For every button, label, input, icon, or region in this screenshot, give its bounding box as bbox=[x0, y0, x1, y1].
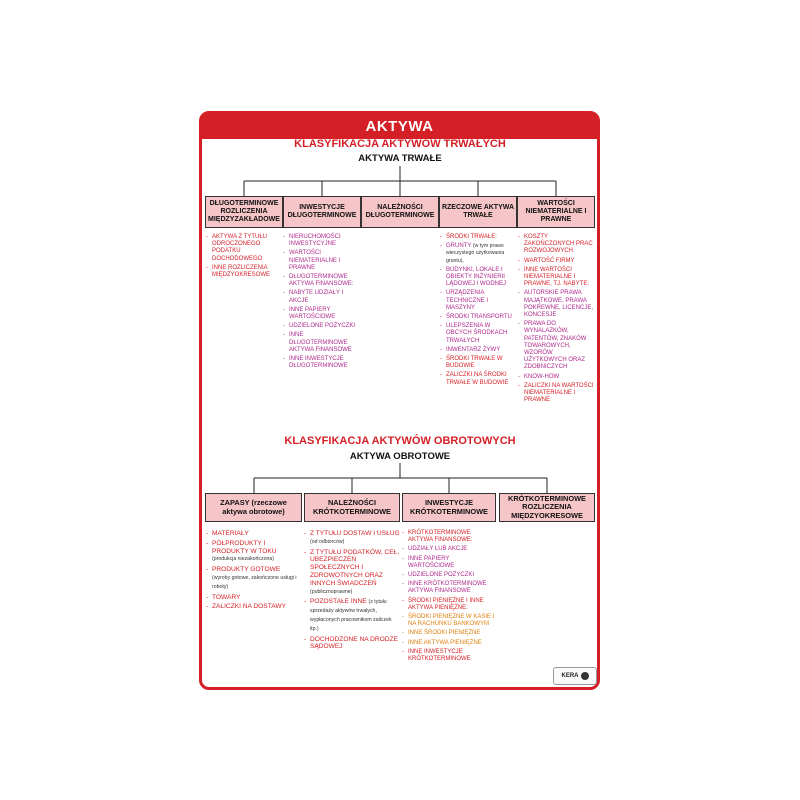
list-item-text: PÓŁPRODUKTY I PRODUKTY W TOKU bbox=[212, 539, 277, 555]
logo-icon bbox=[581, 672, 589, 680]
list-item: - WARTOŚCI NIEMATERIALNE I PRAWNE bbox=[283, 250, 359, 272]
list-item: - INNE KRÓTKOTERMINOWE AKTYWA FINANSOWE bbox=[402, 581, 496, 595]
list-item: - INNE PAPIERY WARTOŚCIOWE bbox=[283, 307, 359, 321]
list-item: - DŁUGOTERMINOWE AKTYWA FINANSOWE: bbox=[283, 274, 359, 288]
category-inventory: ZAPASY (rzeczowe aktywa obrotowe) bbox=[205, 493, 302, 522]
list-inventory bbox=[206, 530, 300, 613]
list-item bbox=[206, 540, 300, 564]
list-item: - INNE ŚRODKI PIENIĘŻNE bbox=[402, 630, 496, 637]
list-item: - URZĄDZENIA TECHNICZNE I MASZYNY bbox=[440, 290, 516, 312]
category-short-term-receivables: NALEŻNOŚCI KRÓTKOTERMINOWE bbox=[304, 493, 400, 522]
list-item-note: (w tym prawo wieczystego użytkowania gruntu), bbox=[446, 243, 505, 264]
publisher-logo bbox=[553, 667, 597, 685]
list-item-note: (od odbiorców) bbox=[310, 538, 345, 545]
list-tangible-fixed-assets bbox=[440, 234, 516, 389]
list-item: - UDZIAŁY LUB AKCJE bbox=[402, 546, 496, 553]
list-item: - PRAWA DO WYNALAZKÓW, PATENTÓW, ZNAKÓW TOWAROWYCH, WZORÓW UŻYTKOWYCH ORAZ ZDOBNICZYCH bbox=[518, 321, 594, 371]
list-item: - ULEPSZENIA W OBCYCH ŚRODKACH TRWAŁYCH bbox=[440, 323, 516, 345]
list-item: - INNE PAPIERY WARTOŚCIOWE bbox=[402, 556, 496, 570]
list-item: - MATERIAŁY bbox=[206, 530, 300, 538]
list-long-term-settlements bbox=[206, 234, 280, 281]
list-item: - INNE INWESTYCJE DŁUGOTERMINOWE bbox=[283, 356, 359, 370]
list-intangible-assets bbox=[518, 234, 594, 406]
list-item: - INWENTARZ ŻYWY bbox=[440, 347, 516, 354]
category-tangible-fixed-assets: RZECZOWE AKTYWA TRWAŁE bbox=[439, 196, 517, 228]
list-item: - WARTOŚĆ FIRMY bbox=[518, 258, 594, 265]
list-item-text: GRUNTY bbox=[446, 243, 472, 250]
list-item bbox=[304, 530, 400, 547]
current-assets-root: AKTYWA OBROTOWE bbox=[349, 451, 451, 462]
list-item: - ŚRODKI TRWAŁE: bbox=[440, 234, 516, 241]
list-item: - TOWARY bbox=[206, 594, 300, 602]
list-item-note: (produkcja niezakończona) bbox=[212, 556, 274, 563]
list-item: - INNE DŁUGOTERMINOWE AKTYWA FINANSOWE bbox=[283, 332, 359, 354]
list-item: - AKTYWA Z TYTUŁU ODROCZONEGO PODATKU DOCHODOWEGO bbox=[206, 234, 280, 263]
list-item: - KOSZTY ZAKOŃCZONYCH PRAC ROZWOJOWYCH bbox=[518, 234, 594, 256]
category-short-term-investments: INWESTYCJE KRÓTKOTERMINOWE bbox=[402, 493, 496, 522]
list-item: - BUDYNKI, LOKALE I OBIEKTY INŻYNIERII LĄDOWEJ I WODNEJ bbox=[440, 267, 516, 289]
list-item: - INNE ROZLICZENIA MIĘDZYOKRESOWE bbox=[206, 265, 280, 279]
list-item-note: (publicznoprawne) bbox=[310, 588, 353, 595]
list-item bbox=[304, 549, 400, 597]
fixed-assets-heading: KLASYFIKACJA AKTYWÓW TRWAŁYCH bbox=[294, 138, 506, 150]
list-item: - INNE WARTOŚCI NIEMATERIALNE I PRAWNE, TJ. NABYTE: bbox=[518, 267, 594, 289]
list-item bbox=[304, 598, 400, 633]
list-item-note: (z tytułu sprzedaży aktywów trwałych, wypłaconych pracownikom zaliczek itp.) bbox=[310, 599, 392, 632]
list-item: - NIERUCHOMOŚCI INWESTYCYJNE bbox=[283, 234, 359, 248]
list-item bbox=[206, 566, 300, 591]
category-short-term-settlements: KRÓTKOTERMINOWE ROZLICZENIA MIĘDZYOKRESOWE bbox=[499, 493, 595, 522]
list-item-text: POZOSTAŁE INNE bbox=[310, 598, 367, 606]
list-item: - AUTORSKIE PRAWA MAJĄTKOWE, PRAWA POKREWNE, LICENCJE, KONCESJE bbox=[518, 290, 594, 319]
list-item: - INNE AKTYWA PIENIĘŻNE bbox=[402, 640, 496, 647]
fixed-assets-root: AKTYWA TRWAŁE bbox=[358, 153, 442, 164]
list-item: - ŚRODKI TRANSPORTU bbox=[440, 314, 516, 321]
list-short-term-investments bbox=[402, 530, 496, 665]
list-item: - ŚRODKI TRWAŁE W BUDOWIE bbox=[440, 356, 516, 370]
category-long-term-investments: INWESTYCJE DŁUGOTERMINOWE bbox=[283, 196, 361, 228]
list-item: - ZALICZKI NA ŚRODKI TRWAŁE W BUDOWIE bbox=[440, 372, 516, 386]
list-item: - ZALICZKI NA DOSTAWY bbox=[206, 603, 300, 611]
current-assets-heading: KLASYFIKACJA AKTYWÓW OBROTOWYCH bbox=[284, 435, 516, 447]
list-item: - NABYTE UDZIAŁY I AKCJE bbox=[283, 290, 359, 304]
list-item: - KNOW-HOW bbox=[518, 374, 594, 381]
list-item: - UDZIELONE POŻYCZKI bbox=[283, 323, 359, 330]
list-item: - UDZIELONE POŻYCZKI bbox=[402, 572, 496, 579]
category-long-term-receivables: NALEŻNOŚCI DŁUGOTERMINOWE bbox=[361, 196, 439, 228]
list-item-note: (wyroby gotowe, zakończone usługi i roboty) bbox=[212, 574, 297, 590]
list-item bbox=[440, 243, 516, 265]
list-item: - ŚRODKI PIENIĘŻNE I INNE AKTYWA PIENIĘŻNE: bbox=[402, 598, 496, 612]
list-item-text: PRODUKTY GOTOWE bbox=[212, 566, 281, 574]
list-short-term-receivables bbox=[304, 530, 400, 653]
category-long-term-settlements: DŁUGOTERMINOWE ROZLICZENIA MIĘDZYZAKŁADOWE bbox=[205, 196, 283, 228]
list-item-text: Z TYTUŁU DOSTAW I USŁUG bbox=[310, 530, 400, 537]
list-item-text: Z TYTUŁU PODATKÓW, CEŁ, UBEZPIECZEŃ SPOŁECZNYCH I ZDROWOTNYCH ORAZ INNYCH ŚWIADCZEŃ bbox=[310, 548, 400, 587]
list-long-term-investments bbox=[283, 234, 359, 372]
list-item: - DOCHODZONE NA DRODZE SĄDOWEJ bbox=[304, 636, 400, 652]
page-title: AKTYWA bbox=[202, 114, 597, 139]
list-item: - ZALICZKI NA WARTOŚCI NIEMATERIALNE I PRAWNE bbox=[518, 383, 594, 405]
list-item: - KRÓTKOTERMINOWE AKTYWA FINANSOWE: bbox=[402, 530, 496, 544]
category-intangible-assets: WARTOŚCI NIEMATERIALNE I PRAWNE bbox=[517, 196, 595, 228]
list-item: - ŚRODKI PIENIĘŻNE W KASIE I NA RACHUNKU BANKOWYM bbox=[402, 614, 496, 628]
list-item: - INNE INWESTYCJE KRÓTKOTERMINOWE bbox=[402, 649, 496, 663]
logo-text: KERA bbox=[561, 673, 579, 679]
